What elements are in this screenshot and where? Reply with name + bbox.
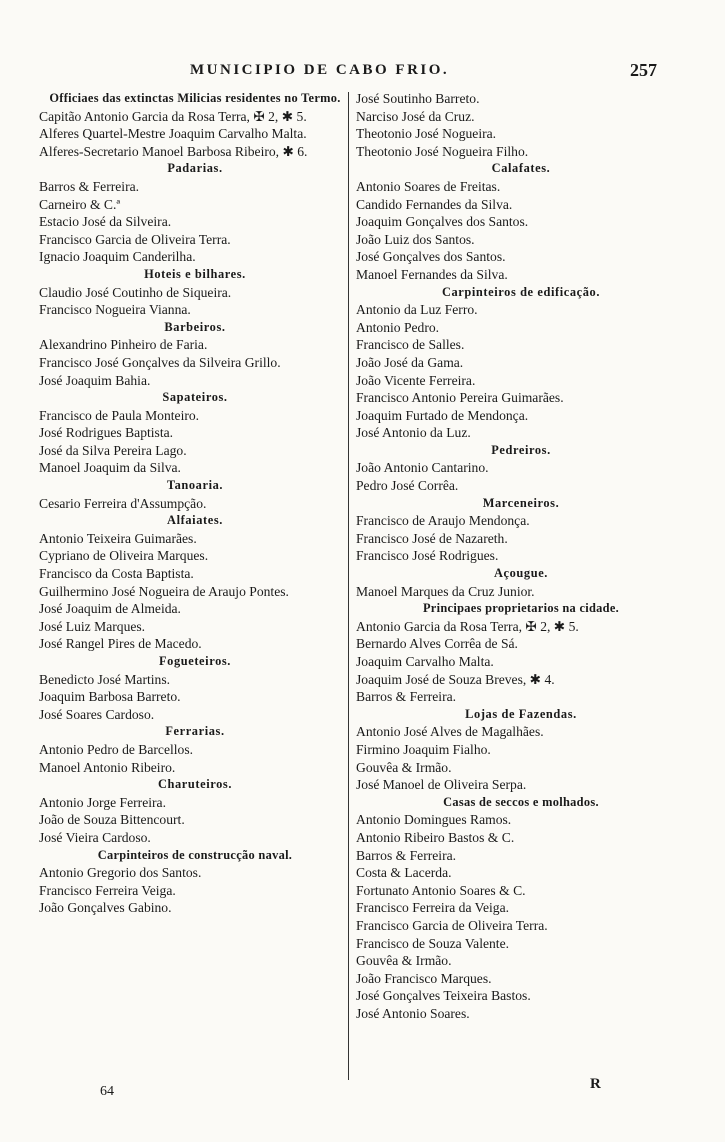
- section-calafates: [356, 160, 686, 283]
- section-heading: Officiaes das extinctas Milicias residentes no Termo.: [49, 91, 341, 105]
- list-item: Bernardo Alves Corrêa de Sá.: [356, 636, 518, 652]
- section-heading: Lojas de Fazendas.: [465, 706, 577, 721]
- list-item: Antonio Jorge Ferreira.: [39, 794, 166, 810]
- section-continuation: [356, 90, 686, 160]
- list-item: Francisco da Costa Baptista.: [39, 566, 194, 582]
- section-officiaes-das-extinctas-milicias-residentes-no-termo: [39, 90, 351, 160]
- list-item: José Vieira Cardoso.: [39, 829, 151, 845]
- list-item: João Vicente Ferreira.: [356, 372, 476, 388]
- list-item: José Antonio da Luz.: [356, 425, 471, 441]
- list-item: José Luiz Marques.: [39, 618, 146, 634]
- list-item: José Joaquim Bahia.: [39, 372, 151, 388]
- list-item: Cesario Ferreira d'Assumpção.: [39, 495, 207, 511]
- list-item: João José da Gama.: [356, 354, 464, 370]
- list-item: Manoel Marques da Cruz Junior.: [356, 583, 535, 599]
- list-item: Guilhermino José Nogueira de Araujo Pontes.: [39, 583, 289, 599]
- list-item: Firmino Joaquim Fialho.: [356, 741, 491, 757]
- section-carpinteiros-de-construccao-naval: [39, 847, 351, 917]
- section-heading: Carpinteiros de construcção naval.: [97, 847, 293, 862]
- signature-mark: 64: [100, 1084, 114, 1099]
- page-header: [0, 60, 725, 86]
- list-item: Joaquim Carvalho Malta.: [356, 654, 494, 669]
- section-heading: Padarias.: [167, 161, 223, 176]
- section-fogueteiros: [39, 653, 351, 723]
- list-item: João Antonio Cantarino.: [356, 460, 489, 476]
- section-heading: Tanoaria.: [166, 478, 224, 493]
- list-item: Manoel Fernandes da Silva.: [356, 266, 508, 282]
- list-item: Theotonio José Nogueira.: [356, 126, 497, 142]
- list-item: Francisco Nogueira Vianna.: [39, 302, 191, 318]
- list-item: José Rodrigues Baptista.: [39, 425, 174, 441]
- section-marceneiros: [356, 495, 686, 565]
- list-item: Fortunato Antonio Soares & C.: [356, 882, 526, 898]
- list-item: Francisco de Paula Monteiro.: [39, 407, 200, 423]
- list-item: Antonio Gregorio dos Santos.: [39, 865, 202, 881]
- section-heading: Principaes proprietarios na cidade.: [422, 601, 620, 616]
- section-heading: Calafates.: [491, 161, 551, 176]
- list-item: Francisco de Salles.: [356, 337, 465, 353]
- list-item: Francisco José Rodrigues.: [356, 548, 499, 564]
- list-item: Antonio Pedro de Barcellos.: [39, 741, 194, 757]
- list-item: José Soutinho Barreto.: [356, 91, 480, 106]
- section-hoteis-e-bilhares: [39, 266, 351, 319]
- page-title: MUNICIPIO DE CABO FRIO.: [190, 62, 450, 78]
- section-principaes-proprietarios-na-cidade: [356, 600, 686, 706]
- section-heading: Fogueteiros.: [158, 654, 231, 668]
- list-item: Antonio Domingues Ramos.: [356, 812, 512, 828]
- list-item: José Gonçalves Teixeira Bastos.: [356, 988, 531, 1004]
- list-item: Francisco de Araujo Mendonça.: [356, 513, 530, 529]
- list-item: Joaquim José de Souza Breves, ✱ 4.: [356, 671, 555, 687]
- section-casas-de-seccos-e-molhados: [356, 794, 686, 1023]
- list-item: Alferes-Secretario Manoel Barbosa Ribeiro, ✱ 6.: [39, 143, 308, 159]
- right-column: [356, 90, 686, 1022]
- list-item: Antonio Garcia da Rosa Terra, ✠ 2, ✱ 5.: [356, 618, 579, 634]
- list-item: Theotonio José Nogueira Filho.: [356, 143, 529, 159]
- list-item: Cypriano de Oliveira Marques.: [39, 548, 209, 564]
- section-lojas-de-fazendas: [356, 706, 686, 794]
- list-item: Francisco Ferreira Veiga.: [39, 882, 176, 898]
- list-item: Antonio Soares de Freitas.: [356, 178, 501, 194]
- list-item: José Soares Cardoso.: [39, 706, 155, 722]
- section-heading: Marceneiros.: [482, 495, 560, 510]
- list-item: Barros & Ferreira.: [356, 847, 457, 863]
- list-item: Estacio José da Silveira.: [39, 214, 172, 230]
- section-tanoaria: [39, 477, 351, 512]
- list-item: Antonio José Alves de Magalhães.: [356, 724, 544, 740]
- section-heading: Casas de seccos e molhados.: [443, 794, 599, 809]
- section-heading: Charuteiros.: [157, 777, 233, 792]
- column-divider: [348, 92, 349, 1080]
- list-item: João Gonçalves Gabino.: [39, 900, 172, 916]
- section-padarias: [39, 160, 351, 266]
- section-ferrarias: [39, 723, 351, 776]
- list-item: Barros & Ferreira.: [39, 178, 140, 194]
- list-item: Ignacio Joaquim Canderilha.: [39, 249, 196, 265]
- list-item: Francisco Garcia de Oliveira Terra.: [356, 917, 548, 933]
- list-item: Antonio Ribeiro Bastos & C.: [356, 829, 515, 845]
- section-carpinteiros-de-edificacao: [356, 284, 686, 442]
- list-item: Francisco Ferreira da Veiga.: [356, 900, 509, 916]
- section-barbeiros: [39, 319, 351, 389]
- list-item: Alexandrino Pinheiro de Faria.: [39, 337, 208, 353]
- list-item: João Francisco Marques.: [356, 970, 492, 986]
- section-heading: Alfaiates.: [167, 513, 223, 528]
- list-item: José Antonio Soares.: [356, 1005, 470, 1021]
- list-item: Costa & Lacerda.: [356, 865, 452, 881]
- section-sapateiros: [39, 389, 351, 477]
- list-item: Candido Fernandes da Silva.: [356, 196, 513, 212]
- list-item: Francisco José Gonçalves da Silveira Grillo.: [39, 354, 281, 370]
- sheet-letter: R: [590, 1076, 601, 1092]
- section-alfaiates: [39, 512, 351, 653]
- section-charuteiros: [39, 776, 351, 846]
- list-item: Claudio José Coutinho de Siqueira.: [39, 284, 232, 300]
- list-item: Francisco Garcia de Oliveira Terra.: [39, 231, 231, 247]
- section-heading: Pedreiros.: [491, 442, 551, 457]
- list-item: Francisco Antonio Pereira Guimarães.: [356, 390, 564, 406]
- list-item: José Rangel Pires de Macedo.: [39, 636, 202, 652]
- list-item: Joaquim Furtado de Mendonça.: [356, 407, 529, 423]
- list-item: Capitão Antonio Garcia da Rosa Terra, ✠ 2, ✱ 5.: [39, 108, 307, 124]
- list-item: Benedicto José Martins.: [39, 671, 171, 687]
- section-acougue: [356, 565, 686, 600]
- list-item: José Joaquim de Almeida.: [39, 601, 181, 617]
- left-column: [39, 90, 351, 917]
- list-item: Gouvêa & Irmão.: [356, 953, 452, 969]
- list-item: Joaquim Gonçalves dos Santos.: [356, 214, 529, 230]
- list-item: Pedro José Corrêa.: [356, 478, 459, 494]
- section-heading: Ferrarias.: [165, 724, 225, 739]
- section-heading: Barbeiros.: [164, 319, 226, 334]
- list-item: Antonio da Luz Ferro.: [356, 302, 478, 318]
- list-item: Carneiro & C.ª: [39, 196, 121, 212]
- section-heading: Hoteis e bilhares.: [144, 266, 246, 281]
- list-item: Gouvêa & Irmão.: [356, 759, 452, 775]
- section-heading: Sapateiros.: [162, 390, 228, 405]
- list-item: Manoel Joaquim da Silva.: [39, 460, 181, 476]
- section-pedreiros: [356, 442, 686, 495]
- list-item: João Luiz dos Santos.: [356, 231, 475, 247]
- section-heading: Açougue.: [493, 566, 549, 581]
- page-number: 257: [630, 60, 657, 80]
- list-item: Francisco José de Nazareth.: [356, 530, 508, 546]
- list-item: Antonio Pedro.: [356, 319, 440, 335]
- list-item: Manoel Antonio Ribeiro.: [39, 759, 176, 775]
- list-item: Barros & Ferreira.: [356, 689, 457, 705]
- list-item: Narciso José da Cruz.: [356, 108, 475, 124]
- section-heading: Carpinteiros de edificação.: [441, 284, 601, 299]
- list-item: Alferes Quartel-Mestre Joaquim Carvalho Malta.: [39, 126, 307, 142]
- list-item: José Manoel de Oliveira Serpa.: [356, 777, 527, 793]
- list-item: Joaquim Barbosa Barreto.: [39, 689, 181, 705]
- list-item: José Gonçalves dos Santos.: [356, 249, 506, 265]
- list-item: José da Silva Pereira Lago.: [39, 442, 187, 458]
- list-item: João de Souza Bittencourt.: [39, 812, 185, 828]
- list-item: Antonio Teixeira Guimarães.: [39, 530, 197, 546]
- list-item: Francisco de Souza Valente.: [356, 935, 510, 951]
